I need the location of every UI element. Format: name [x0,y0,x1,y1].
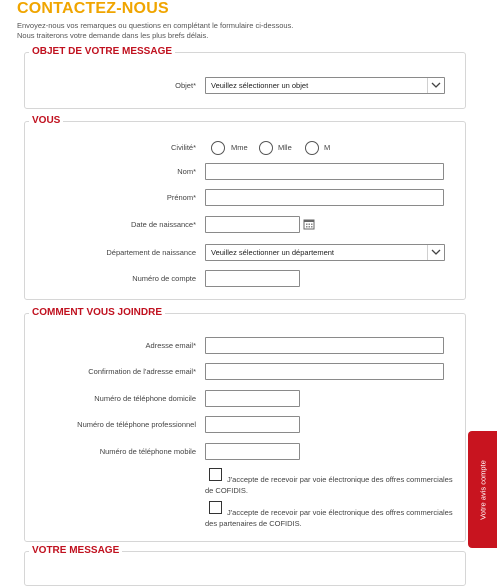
departement-select[interactable] [205,244,445,261]
calendar-icon[interactable] [303,218,315,232]
civilite-radio-mme[interactable] [211,141,225,155]
optin-cofidis-text: J'accepte de recevoir par voie électronique des offres commerciales de COFIDIS. [205,475,453,495]
nom-input[interactable] [205,163,444,180]
nom-label: Nom* [177,167,196,176]
joindre-section-legend: COMMENT VOUS JOINDRE [32,307,163,318]
objet-select-value: Veuillez sélectionner un objet [211,81,309,90]
objet-label: Objet* [175,81,196,90]
message-section [24,546,466,586]
chevron-down-icon[interactable] [427,78,444,93]
email-input[interactable] [205,337,444,354]
date-naissance-label: Date de naissance* [130,220,196,229]
objet-select[interactable] [205,77,445,94]
civilite-label-mlle: Mlle [278,143,292,152]
tel-mobile-input[interactable] [205,443,300,460]
feedback-side-tab-label: Votre avis compte [478,459,487,520]
tel-domicile-label: Numéro de téléphone domicile [94,394,196,403]
departement-select-value: Veuillez sélectionner un département [211,248,334,257]
departement-label: Département de naissance [106,248,196,257]
civilite-radio-mlle[interactable] [259,141,273,155]
tel-domicile-input[interactable] [205,390,300,407]
feedback-side-tab[interactable] [468,431,497,548]
numero-compte-input[interactable] [205,270,300,287]
numero-compte-label: Numéro de compte [132,274,196,283]
page-title: CONTACTEZ-NOUS [17,0,169,17]
chevron-down-icon[interactable] [427,245,444,260]
civilite-label-m: M [324,143,331,152]
message-section-legend: VOTRE MESSAGE [32,545,120,556]
civilite-label: Civilité* [170,143,196,152]
optin-partenaires-text: J'accepte de recevoir par voie électronique des offres commerciales des partenaires de COFIDIS. [205,508,453,528]
intro-text-line2: Nous traiterons votre demande dans les plus brefs délais. [17,31,209,40]
tel-pro-input[interactable] [205,416,300,433]
email-label: Adresse email* [145,341,196,350]
email-confirm-label: Confirmation de l'adresse email* [88,367,196,376]
vous-section-legend: VOUS [32,115,61,126]
civilite-radio-m[interactable] [305,141,319,155]
tel-mobile-label: Numéro de téléphone mobile [99,447,196,456]
prenom-input[interactable] [205,189,444,206]
email-confirm-input[interactable] [205,363,444,380]
prenom-label: Prénom* [166,193,196,202]
intro-text-line1: Envoyez-nous vos remarques ou questions en complétant le formulaire ci-dessous. [17,21,294,30]
tel-pro-label: Numéro de téléphone professionnel [77,420,196,429]
objet-section-legend: OBJET DE VOTRE MESSAGE [32,46,173,57]
civilite-label-mme: Mme [231,143,248,152]
date-naissance-input[interactable] [205,216,300,233]
